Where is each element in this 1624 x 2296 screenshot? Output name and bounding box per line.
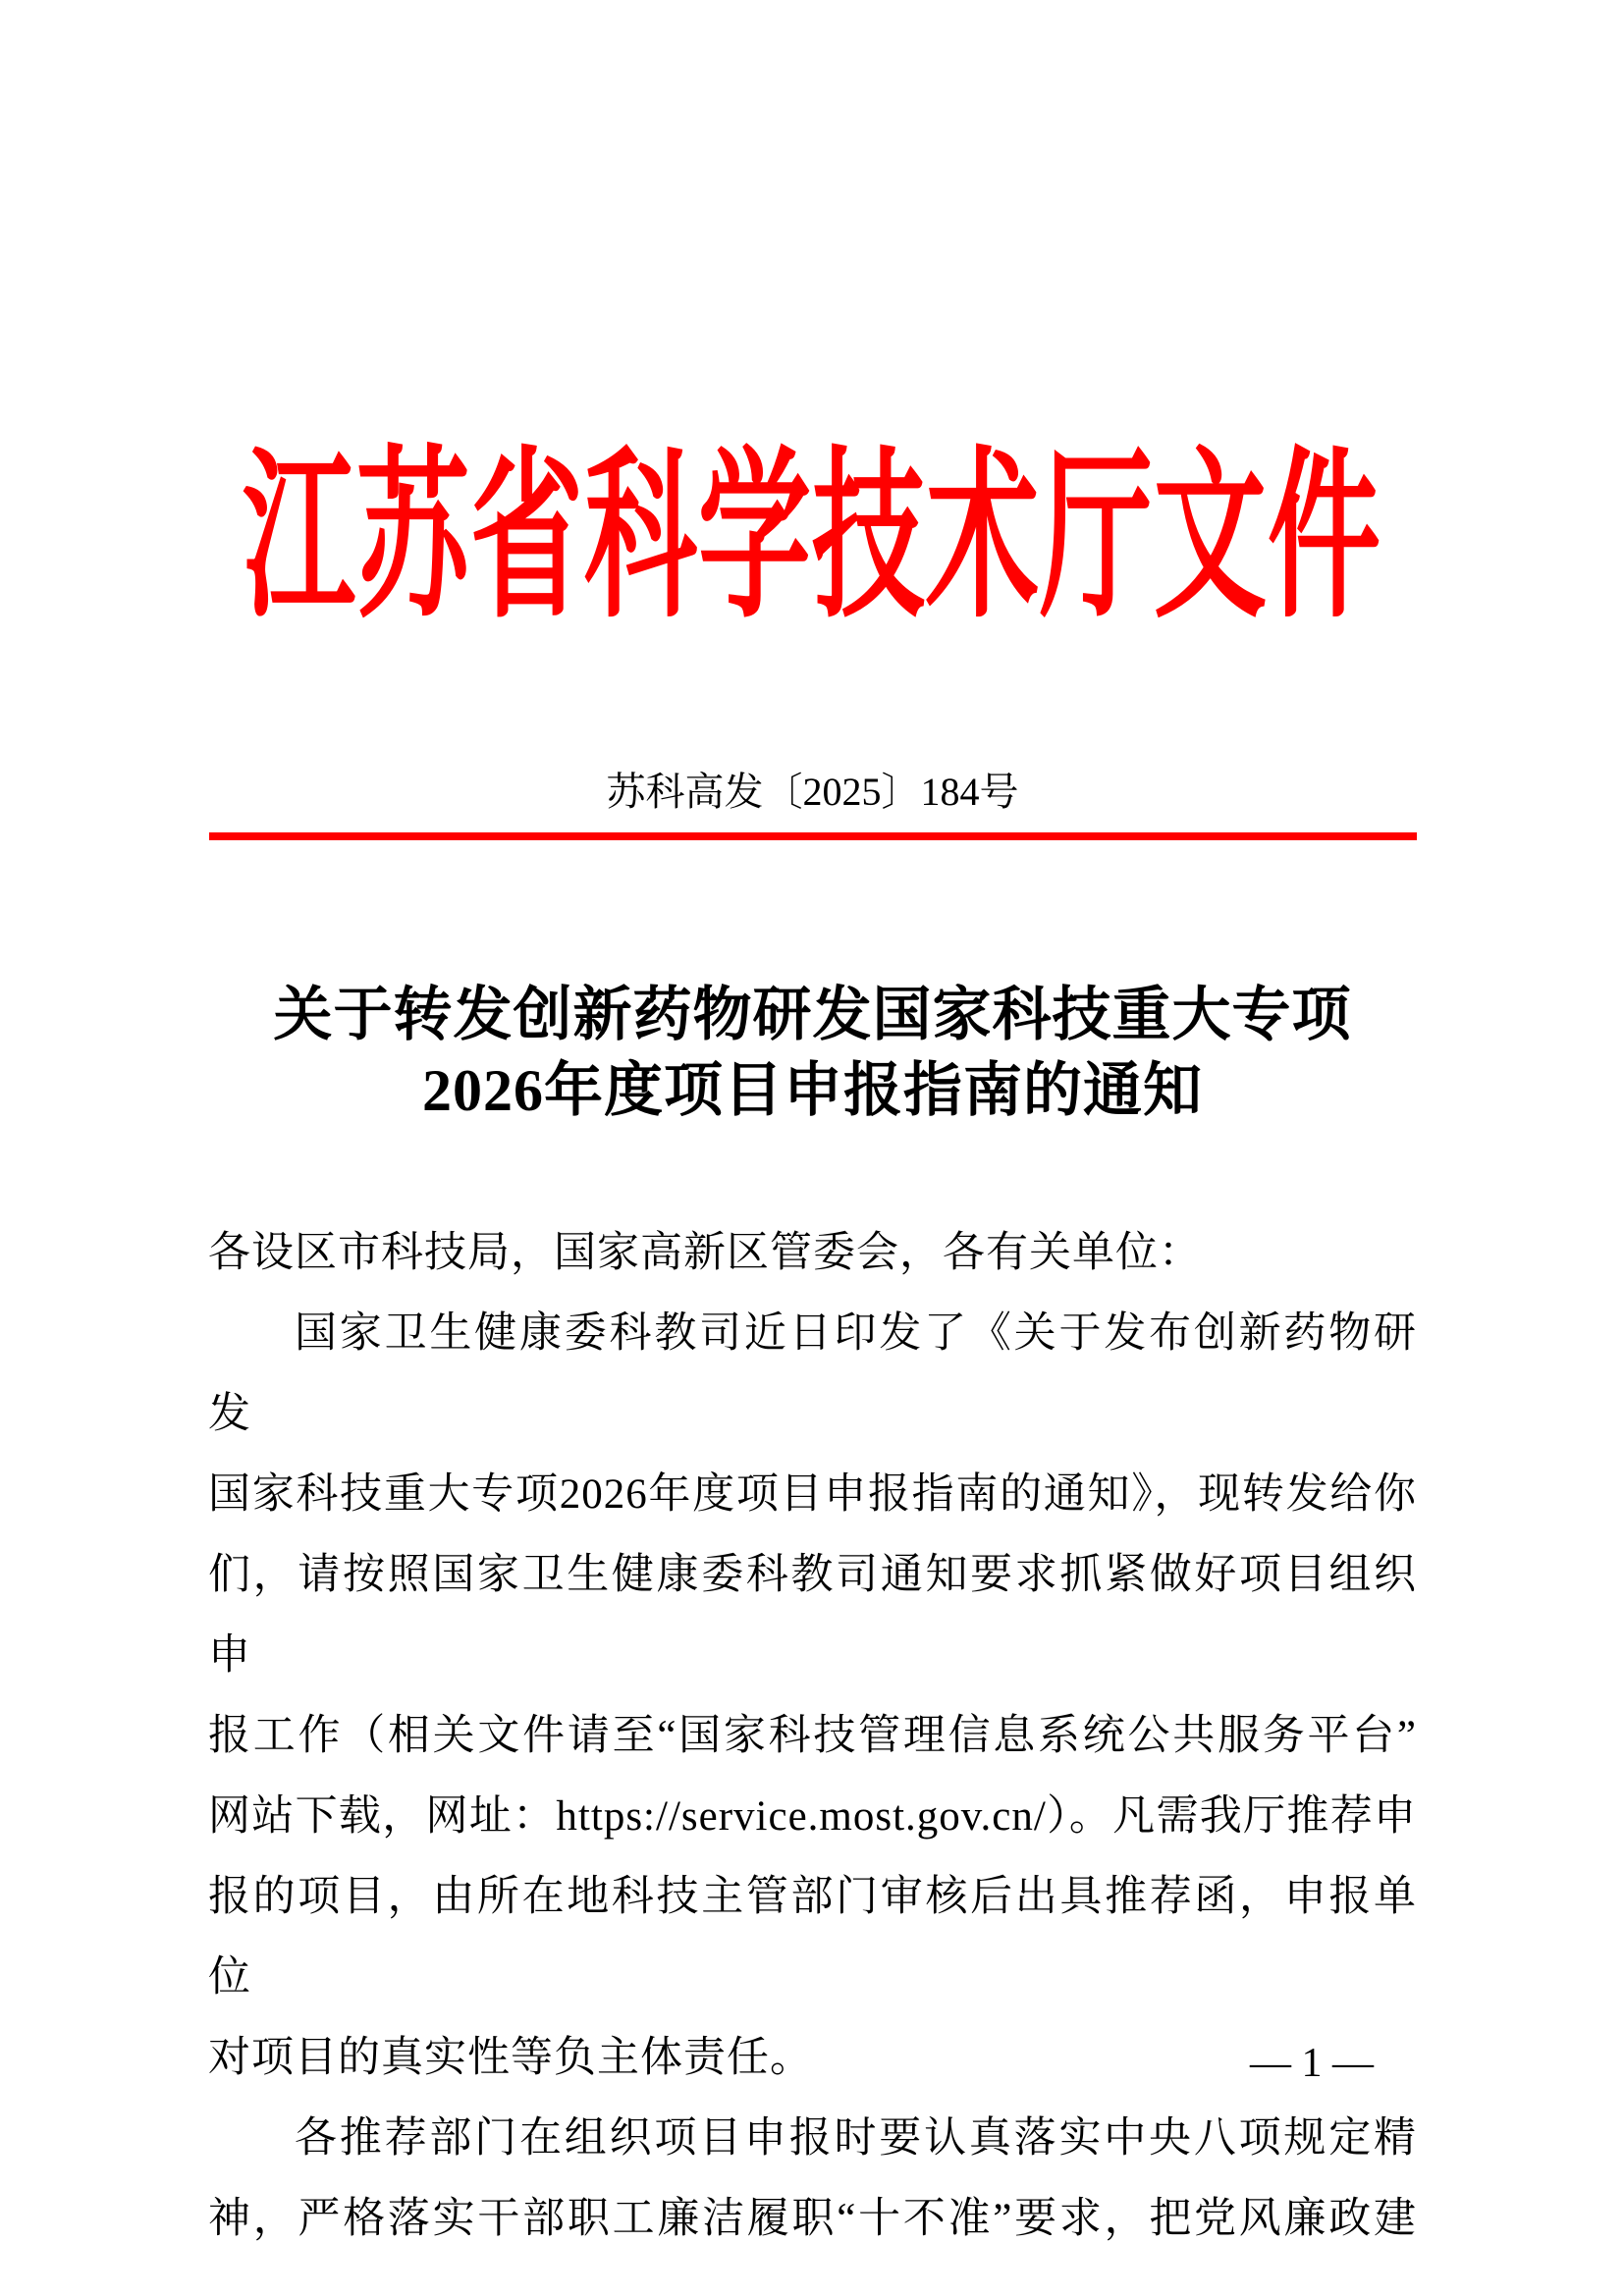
document-reference-number: 苏科高发〔2025〕184号 [606, 770, 1019, 814]
body-line: 国家科技重大专项2026年度项目申报指南的通知》，现转发给你 [208, 1471, 1417, 1518]
page-number: — 1 — [1250, 2041, 1374, 2086]
document-title [208, 978, 1417, 1129]
body-line: 们，请按照国家卫生健康委科教司通知要求抓紧做好项目组织申 [208, 1552, 1417, 1679]
body-line: 神，严格落实干部职工廉洁履职“十不准”要求，把党风廉政建 [208, 2196, 1417, 2242]
document-title-line1: 关于转发创新药物研发国家科技重大专项 [273, 983, 1352, 1047]
body-line: 报工作（相关文件请至“国家科技管理信息系统公共服务平台” [208, 1713, 1417, 1759]
letterhead-title: 江苏省科学技术厅文件 [242, 437, 1381, 640]
document-body [208, 1213, 1417, 2260]
body-line: 网站下载，网址：https://service.most.gov.cn/）。凡需我厅推荐申 [208, 1793, 1417, 1840]
body-line: 各推荐部门在组织项目申报时要认真落实中央八项规定精 [295, 2115, 1417, 2162]
red-divider-rule [209, 832, 1417, 840]
body-line: 报的项目，由所在地科技主管部门审核后出具推荐函，申报单位 [208, 1874, 1417, 2001]
body-line: 对项目的真实性等负主体责任。 [208, 2035, 813, 2081]
body-line: 国家卫生健康委科教司近日印发了《关于发布创新药物研发 [208, 1310, 1417, 1437]
document-title-line2: 2026年度项目申报指南的通知 [422, 1058, 1203, 1123]
body-line-salutation: 各设区市科技局，国家高新区管委会，各有关单位： [208, 1230, 1202, 1276]
